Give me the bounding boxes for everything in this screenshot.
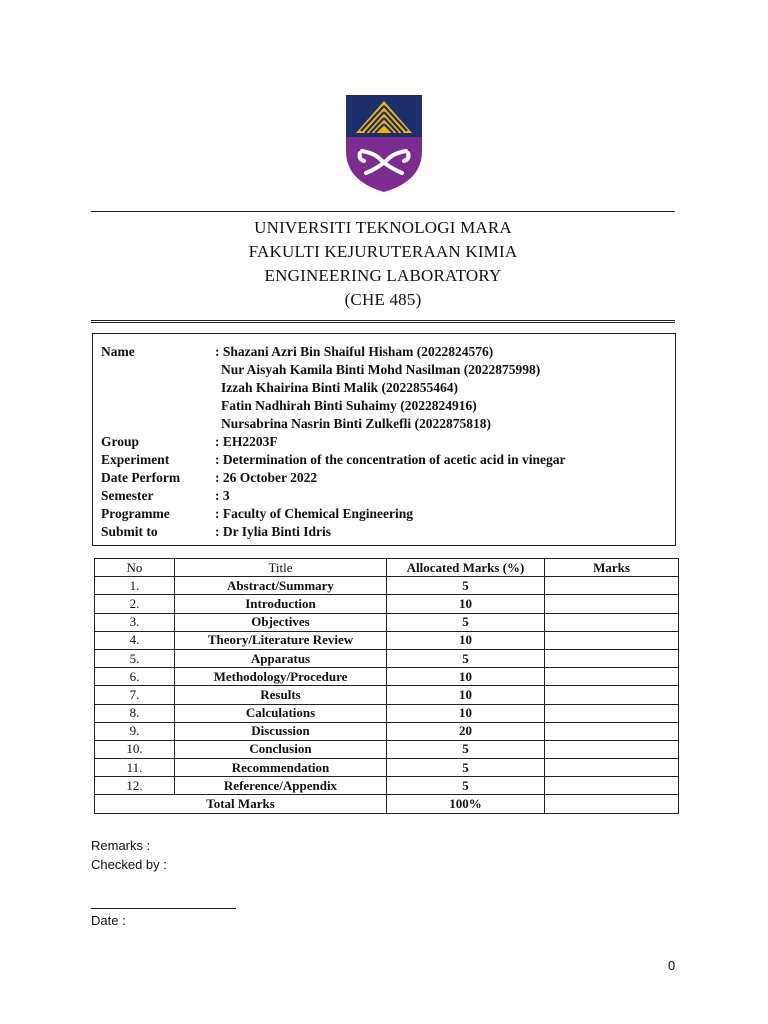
student-name-3: Izzah Khairina Binti Malik (2022855464): [221, 380, 459, 395]
row-allocated: 5: [387, 777, 545, 795]
row-title: Introduction: [175, 595, 387, 613]
row-marks[interactable]: [545, 613, 679, 631]
row-no: 8.: [95, 704, 175, 722]
col-title-header: Title: [175, 559, 387, 577]
faculty-title: FAKULTI KEJURUTERAAN KIMIA: [248, 242, 518, 261]
total-label: Total Marks: [95, 795, 387, 813]
bottom-rule: [91, 320, 675, 323]
course-code: (CHE 485): [344, 290, 422, 309]
row-title: Reference/Appendix: [175, 777, 387, 795]
page-number: 0: [668, 958, 676, 973]
table-row: [95, 777, 679, 795]
row-allocated: 5: [387, 740, 545, 758]
row-allocated: 20: [387, 722, 545, 740]
date-perform-label: Date Perform: [101, 470, 181, 485]
student-name-2: Nur Aisyah Kamila Binti Mohd Nasilman (2022875998): [221, 362, 541, 377]
row-allocated: 10: [387, 631, 545, 649]
group-label: Group: [101, 434, 140, 449]
total-row: [95, 795, 679, 813]
row-title: Apparatus: [175, 649, 387, 667]
table-row: [95, 577, 679, 595]
row-marks[interactable]: [545, 722, 679, 740]
table-row: [95, 686, 679, 704]
table-header-row: [95, 559, 679, 577]
remarks-label: Remarks :: [91, 838, 151, 853]
lab-title: ENGINEERING LABORATORY: [264, 266, 502, 285]
row-no: 3.: [95, 613, 175, 631]
row-no: 2.: [95, 595, 175, 613]
row-marks[interactable]: [545, 577, 679, 595]
row-allocated: 5: [387, 759, 545, 777]
row-marks[interactable]: [545, 759, 679, 777]
row-marks[interactable]: [545, 631, 679, 649]
experiment-label: Experiment: [101, 452, 170, 467]
row-title: Abstract/Summary: [175, 577, 387, 595]
row-no: 7.: [95, 686, 175, 704]
total-marks[interactable]: [545, 795, 679, 813]
row-allocated: 10: [387, 595, 545, 613]
date-label: Date :: [91, 913, 126, 928]
row-allocated: 5: [387, 577, 545, 595]
table-row: [95, 595, 679, 613]
row-title: Conclusion: [175, 740, 387, 758]
row-allocated: 10: [387, 668, 545, 686]
col-allocated-header: Allocated Marks (%): [387, 559, 545, 577]
table-row: [95, 704, 679, 722]
submit-to-value: : Dr Iylia Binti Idris: [215, 524, 332, 539]
table-row: [95, 740, 679, 758]
row-title: Objectives: [175, 613, 387, 631]
row-no: 6.: [95, 668, 175, 686]
uitm-crest-icon: [344, 93, 424, 193]
top-rule: [91, 211, 675, 212]
semester-label: Semester: [101, 488, 154, 503]
row-title: Methodology/Procedure: [175, 668, 387, 686]
row-allocated: 10: [387, 686, 545, 704]
group-value: : EH2203F: [215, 434, 278, 449]
name-label: Name: [101, 344, 135, 359]
submit-to-label: Submit to: [101, 524, 158, 539]
col-no-header: No: [95, 559, 175, 577]
row-no: 1.: [95, 577, 175, 595]
table-row: [95, 613, 679, 631]
row-no: 5.: [95, 649, 175, 667]
signature-line: [91, 908, 236, 909]
row-title: Calculations: [175, 704, 387, 722]
university-title: UNIVERSITI TEKNOLOGI MARA: [254, 218, 512, 237]
total-value: 100%: [387, 795, 545, 813]
table-row: [95, 668, 679, 686]
experiment-value: : Determination of the concentration of acetic acid in vinegar: [215, 452, 566, 467]
programme-label: Programme: [101, 506, 170, 521]
student-name-5: Nursabrina Nasrin Binti Zulkefli (2022875818): [221, 416, 492, 431]
row-marks[interactable]: [545, 704, 679, 722]
row-marks[interactable]: [545, 686, 679, 704]
row-title: Results: [175, 686, 387, 704]
row-marks[interactable]: [545, 668, 679, 686]
col-marks-header: Marks: [545, 559, 679, 577]
row-no: 10.: [95, 740, 175, 758]
student-name-1: : Shazani Azri Bin Shaiful Hisham (2022824576): [215, 344, 494, 359]
row-marks[interactable]: [545, 595, 679, 613]
row-title: Theory/Literature Review: [175, 631, 387, 649]
row-no: 4.: [95, 631, 175, 649]
row-title: Recommendation: [175, 759, 387, 777]
row-allocated: 5: [387, 649, 545, 667]
row-no: 12.: [95, 777, 175, 795]
row-allocated: 5: [387, 613, 545, 631]
checked-by-label: Checked by :: [91, 857, 167, 872]
table-row: [95, 759, 679, 777]
programme-value: : Faculty of Chemical Engineering: [215, 506, 413, 521]
student-name-4: Fatin Nadhirah Binti Suhaimy (2022824916): [221, 398, 477, 413]
table-row: [95, 649, 679, 667]
semester-value: : 3: [215, 488, 230, 503]
table-row: [95, 631, 679, 649]
row-marks[interactable]: [545, 777, 679, 795]
row-no: 11.: [95, 759, 175, 777]
table-row: [95, 722, 679, 740]
row-marks[interactable]: [545, 740, 679, 758]
row-marks[interactable]: [545, 649, 679, 667]
marks-table: [94, 558, 679, 814]
row-allocated: 10: [387, 704, 545, 722]
row-no: 9.: [95, 722, 175, 740]
date-perform-value: : 26 October 2022: [215, 470, 318, 485]
row-title: Discussion: [175, 722, 387, 740]
student-info-box: [92, 333, 676, 546]
